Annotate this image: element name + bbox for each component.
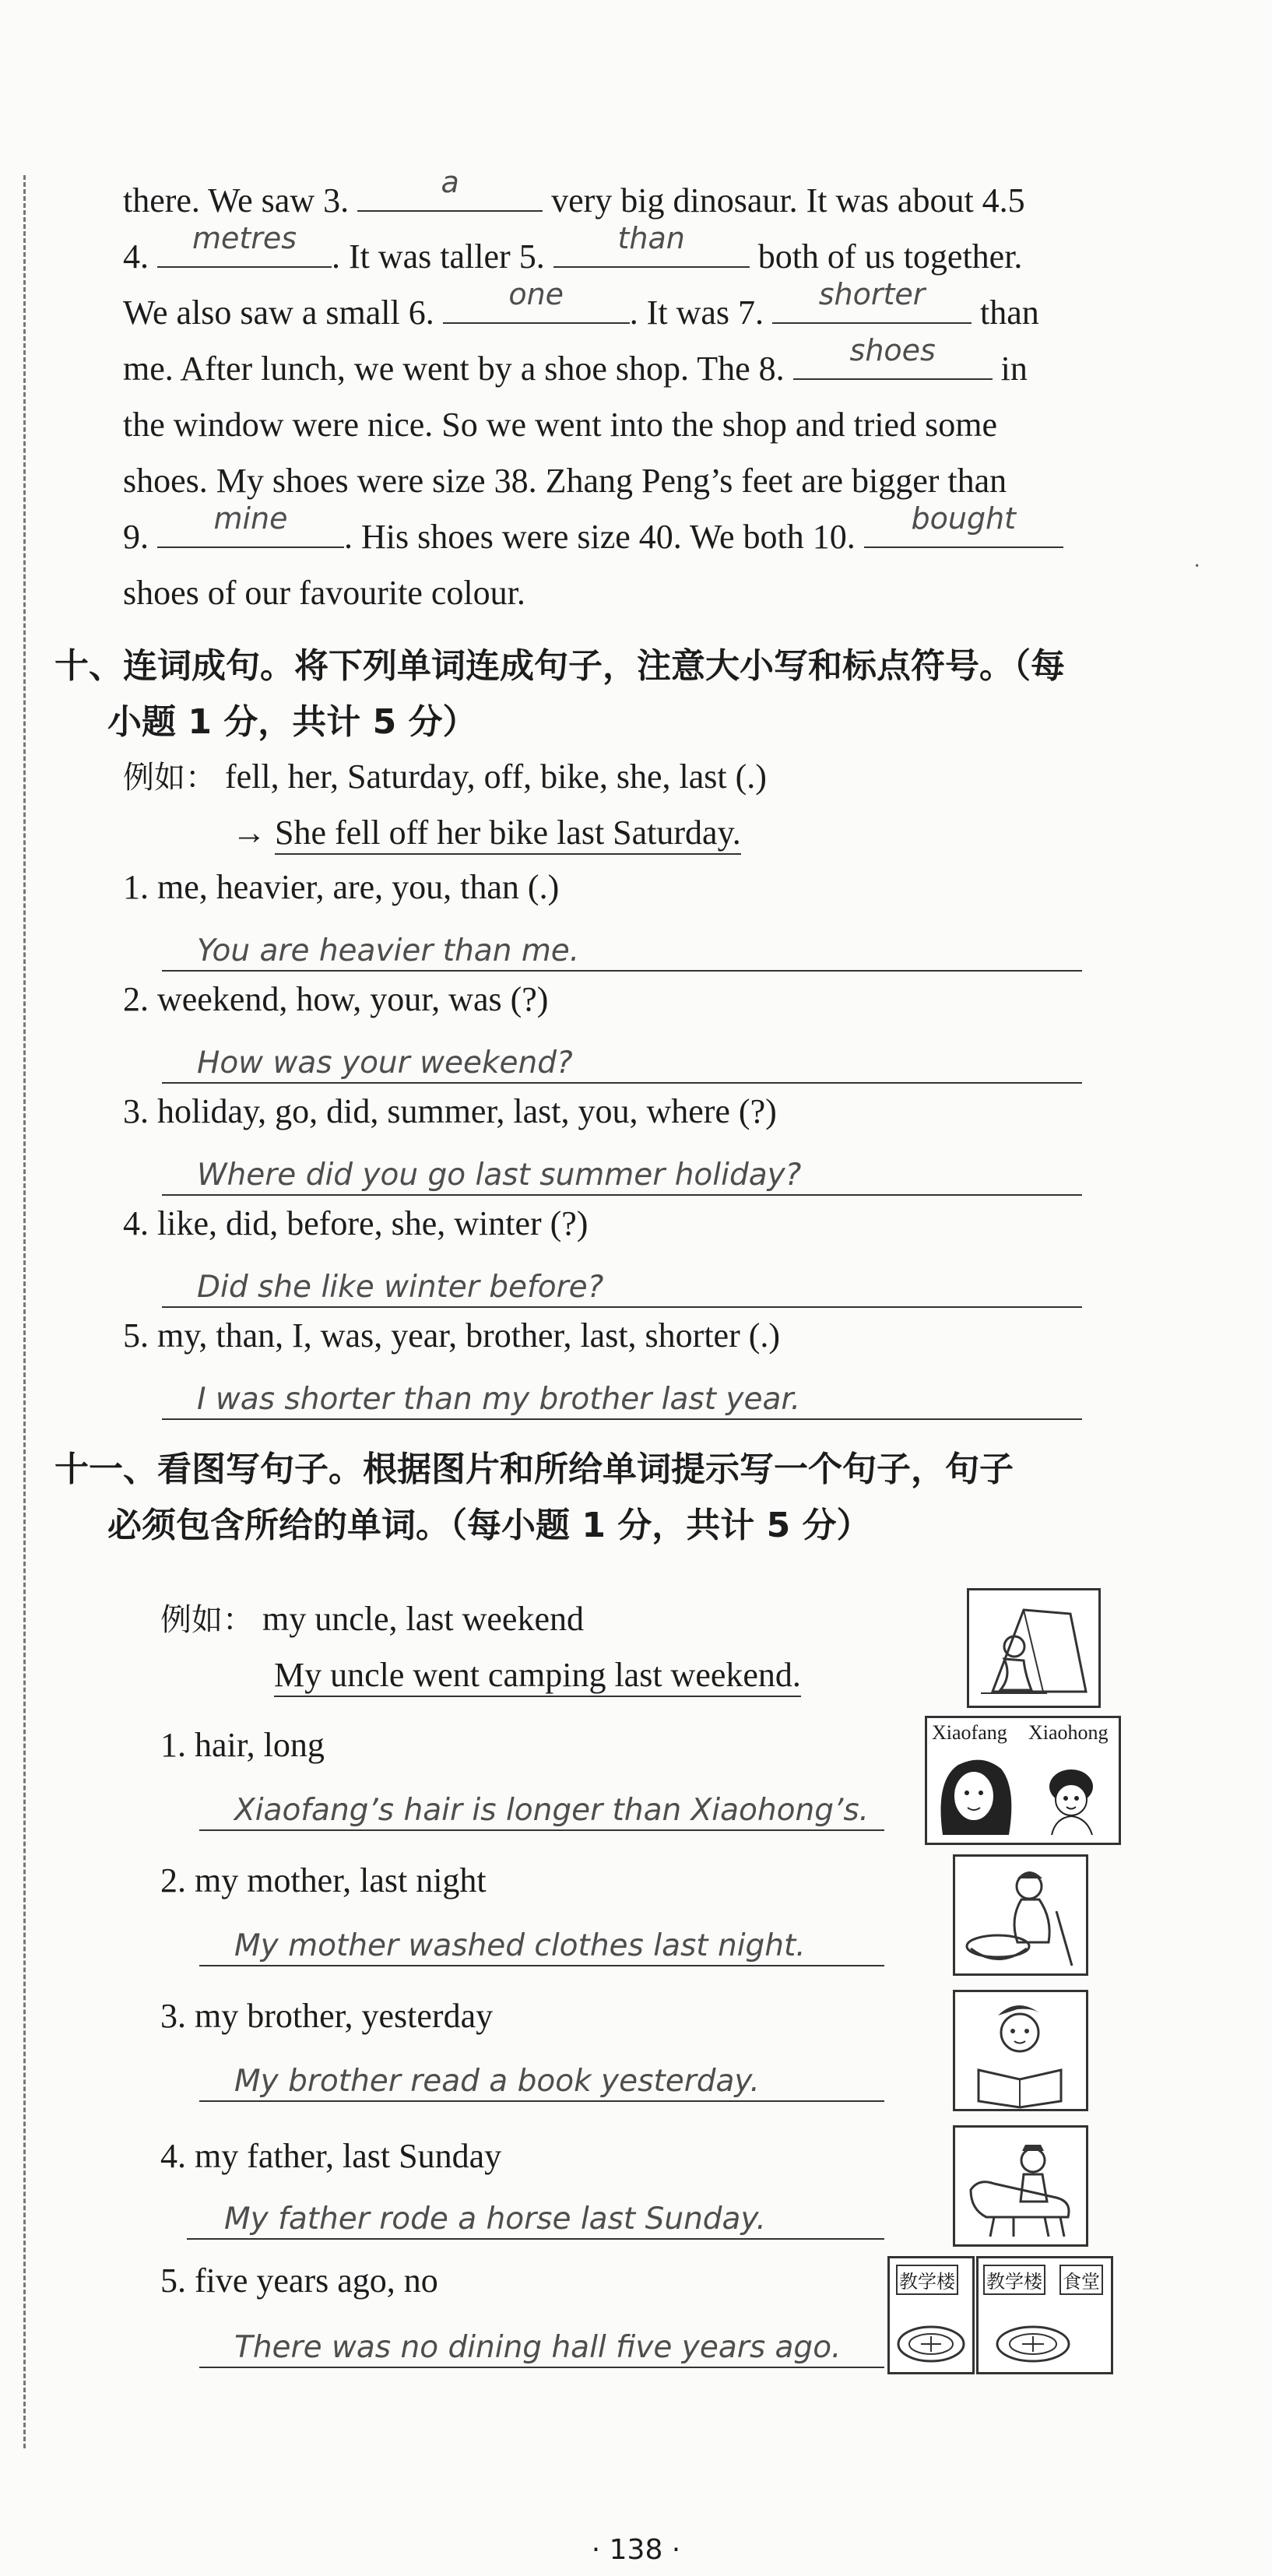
section-10-item-5-prompt: 5. my, than, I, was, year, brother, last, shorter (.) bbox=[123, 1316, 781, 1355]
section-11-item-3-prompt: 3. my brother, yesterday bbox=[160, 1997, 494, 2035]
section-11-item-3-answer-line[interactable] bbox=[199, 2061, 884, 2102]
passage-text: both of us together. bbox=[757, 237, 1023, 276]
handwritten-answer: shorter bbox=[818, 277, 926, 311]
stray-mark: · bbox=[1193, 554, 1201, 578]
handwritten-answer: mine bbox=[213, 501, 288, 536]
answer-blank-10[interactable] bbox=[864, 501, 1063, 548]
handwritten-answer: Xiaofang’s hair is longer than Xiaohong’s. bbox=[234, 1793, 870, 1828]
passage-text: We also saw a small 6. bbox=[123, 293, 434, 332]
passage-text: there. We saw 3. bbox=[123, 181, 350, 220]
section-11-item-1-answer-line[interactable] bbox=[199, 1791, 884, 1831]
section-11-item-4-prompt: 4. my father, last Sunday bbox=[160, 2137, 502, 2175]
handwritten-answer: There was no dining hall five years ago. bbox=[234, 2330, 842, 2365]
passage bbox=[123, 165, 1135, 621]
passage-text: . It was 7. bbox=[629, 293, 764, 332]
section-11-item-4-answer-line[interactable] bbox=[187, 2199, 884, 2240]
passage-text: 4. bbox=[123, 237, 149, 276]
passage-text: shoes. My shoes were size 38. Zhang Peng’s feet are bigger than bbox=[123, 462, 1007, 500]
passage-text: 9. bbox=[123, 518, 149, 556]
handwritten-answer: You are heavier than me. bbox=[197, 933, 580, 968]
washing-clothes-picture bbox=[953, 1854, 1088, 1976]
section-11-title-line2: 必须包含所给的单词。（每小题 1 分，共计 5 分） bbox=[107, 1506, 871, 1545]
section-11-item-1-prompt: 1. hair, long bbox=[160, 1726, 325, 1764]
handwritten-answer: Where did you go last summer holiday? bbox=[197, 1158, 802, 1193]
school-then-picture bbox=[887, 2256, 975, 2374]
brother-reading-icon bbox=[955, 1992, 1086, 2109]
xiaohong-label: Xiaohong bbox=[1028, 1721, 1109, 1744]
arrow-icon: → bbox=[232, 814, 266, 852]
section-10-item-5-answer-line[interactable] bbox=[162, 1379, 1082, 1420]
page-edge-dashed-line bbox=[23, 175, 26, 2448]
passage-text: than bbox=[980, 293, 1039, 332]
example-label: 例如： bbox=[123, 760, 216, 796]
teaching-building-label: 教学楼 bbox=[983, 2265, 1045, 2295]
section-10-item-3-answer-line[interactable] bbox=[162, 1155, 1082, 1196]
passage-line bbox=[123, 501, 1135, 565]
school-now-picture bbox=[976, 2256, 1113, 2374]
handwritten-answer: I was shorter than my brother last year. bbox=[197, 1382, 801, 1417]
girls-hair-picture bbox=[925, 1716, 1121, 1845]
section-11-title-line1: 十一、看图写句子。根据图片和所给单词提示写一个句子，句子 bbox=[54, 1450, 1014, 1489]
section-10-item-2-prompt: 2. weekend, how, your, was (?) bbox=[123, 980, 549, 1018]
section-10-title-line2: 小题 1 分，共计 5 分） bbox=[107, 702, 477, 742]
handwritten-answer: My brother read a book yesterday. bbox=[234, 2064, 760, 2099]
teaching-building-label: 教学楼 bbox=[896, 2265, 958, 2295]
handwritten-answer: How was your weekend? bbox=[197, 1046, 573, 1081]
page-number: · 138 · bbox=[591, 2534, 681, 2566]
passage-line bbox=[123, 333, 1135, 397]
example-words: fell, her, Saturday, off, bike, she, last (.) bbox=[225, 757, 767, 796]
passage-line bbox=[123, 565, 1135, 621]
camping-picture bbox=[967, 1588, 1101, 1708]
playground-icon bbox=[890, 2258, 972, 2372]
section-10-item-4-answer-line[interactable] bbox=[162, 1267, 1082, 1308]
handwritten-answer: than bbox=[617, 221, 685, 255]
example-answer: My uncle went camping last weekend. bbox=[274, 1656, 801, 1697]
passage-text: in bbox=[1000, 350, 1028, 388]
riding-horse-picture bbox=[953, 2125, 1088, 2247]
reading-book-picture bbox=[953, 1990, 1088, 2111]
section-11-heading bbox=[54, 1442, 1144, 1554]
handwritten-answer: Did she like winter before? bbox=[197, 1270, 604, 1305]
passage-text: me. After lunch, we went by a shoe shop. The 8. bbox=[123, 350, 785, 388]
handwritten-answer: bought bbox=[911, 501, 1017, 536]
section-10-item-3-prompt: 3. holiday, go, did, summer, last, you, where (?) bbox=[123, 1092, 777, 1130]
passage-text: very big dinosaur. It was about 4.5 bbox=[551, 181, 1025, 220]
section-11-item-5-prompt: 5. five years ago, no bbox=[160, 2261, 438, 2300]
section-11-item-2-prompt: 2. my mother, last night bbox=[160, 1861, 487, 1899]
camping-tent-icon bbox=[969, 1590, 1098, 1706]
answer-blank-6[interactable] bbox=[443, 277, 630, 324]
handwritten-answer: shoes bbox=[849, 333, 936, 367]
handwritten-answer: My mother washed clothes last night. bbox=[234, 1928, 806, 1963]
section-11-example-answer bbox=[274, 1652, 801, 1699]
handwritten-answer: metres bbox=[192, 221, 297, 255]
passage-text: . It was taller 5. bbox=[332, 237, 545, 276]
handwritten-answer: a bbox=[441, 165, 459, 199]
section-10-item-1-prompt: 1. me, heavier, are, you, than (.) bbox=[123, 868, 560, 906]
example-answer: She fell off her bike last Saturday. bbox=[275, 814, 741, 855]
section-10-item-4-prompt: 4. like, did, before, she, winter (?) bbox=[123, 1204, 589, 1242]
mother-washing-icon bbox=[955, 1857, 1086, 1973]
passage-text: . His shoes were size 40. We both 10. bbox=[344, 518, 856, 556]
handwritten-answer: one bbox=[508, 277, 564, 311]
section-11-item-2-answer-line[interactable] bbox=[199, 1926, 884, 1966]
answer-blank-7[interactable] bbox=[772, 277, 972, 324]
section-10-heading bbox=[54, 638, 1144, 750]
section-10-title-line1: 十、连词成句。将下列单词连成句子，注意大小写和标点符号。（每 bbox=[54, 646, 1065, 686]
answer-blank-5[interactable] bbox=[553, 221, 750, 268]
section-10-example-answer bbox=[232, 810, 741, 856]
section-10-example bbox=[123, 754, 767, 801]
two-girls-icon bbox=[927, 1718, 1119, 1843]
section-11-example bbox=[160, 1596, 584, 1643]
answer-blank-9[interactable] bbox=[157, 501, 344, 548]
example-words: my uncle, last weekend bbox=[262, 1600, 584, 1638]
dining-hall-label: 食堂 bbox=[1059, 2265, 1103, 2295]
handwritten-answer: My father rode a horse last Sunday. bbox=[224, 2202, 766, 2237]
xiaofang-label: Xiaofang bbox=[932, 1721, 1007, 1744]
section-11-item-5-answer-line[interactable] bbox=[199, 2328, 884, 2368]
answer-blank-4[interactable] bbox=[157, 221, 332, 268]
passage-text: shoes of our favourite colour. bbox=[123, 574, 525, 612]
passage-line bbox=[123, 397, 1135, 453]
section-10-item-1-answer-line[interactable] bbox=[162, 931, 1082, 972]
answer-blank-3[interactable] bbox=[357, 165, 543, 212]
answer-blank-8[interactable] bbox=[793, 333, 993, 380]
example-label: 例如： bbox=[160, 1602, 254, 1638]
playground-icon bbox=[979, 2258, 1111, 2372]
father-horse-icon bbox=[955, 2128, 1086, 2244]
passage-text: the window were nice. So we went into the shop and tried some bbox=[123, 406, 997, 444]
section-10-item-2-answer-line[interactable] bbox=[162, 1043, 1082, 1084]
